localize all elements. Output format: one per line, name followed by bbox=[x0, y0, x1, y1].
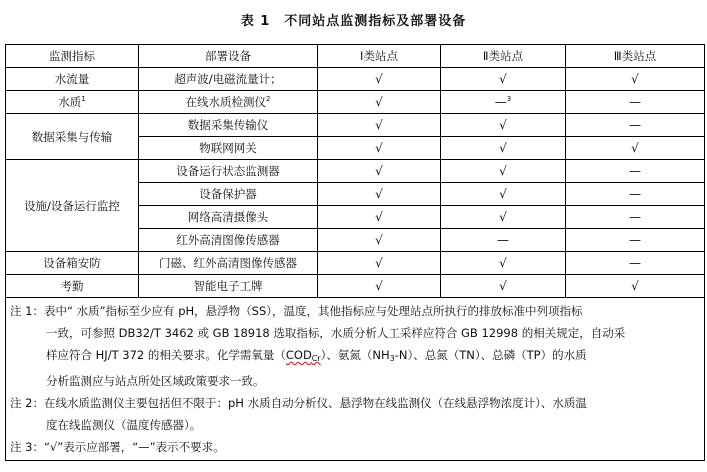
device-cell: 设备保护器 bbox=[139, 183, 318, 206]
table-row bbox=[6, 68, 705, 91]
class1-mark: √ bbox=[318, 91, 441, 114]
cod-label: COD bbox=[285, 348, 312, 362]
class3-mark: √ bbox=[566, 68, 705, 91]
table-row bbox=[6, 114, 705, 137]
header-cell: Ⅰ类站点 bbox=[318, 45, 441, 68]
header-cell: Ⅲ类站点 bbox=[566, 45, 705, 68]
class2-mark: √ bbox=[441, 160, 566, 183]
table-row bbox=[6, 252, 705, 275]
note-1 bbox=[10, 300, 698, 392]
class1-mark: √ bbox=[318, 275, 441, 298]
note-prefix: 注 1： bbox=[10, 304, 44, 318]
class2-mark: √ bbox=[441, 206, 566, 229]
class2-mark: √ bbox=[441, 183, 566, 206]
note-text: “√”表示应部署，“—”表示不要求。 bbox=[43, 440, 225, 454]
class3-mark: — bbox=[566, 91, 705, 114]
class2-mark: √ bbox=[441, 114, 566, 137]
cod-subscript: Cr bbox=[311, 354, 321, 363]
note-text: -N）、总氮（TN）、总磷（TP）的水质 bbox=[394, 348, 587, 362]
category-text: 水质 bbox=[58, 95, 82, 109]
category-cell: 设施/设备运行监控 bbox=[6, 160, 139, 252]
cod-text bbox=[286, 348, 321, 362]
class3-mark: √ bbox=[566, 275, 705, 298]
class1-mark: √ bbox=[318, 114, 441, 137]
header-row bbox=[6, 45, 705, 68]
device-cell: 门磁、红外高清图像传感器 bbox=[139, 252, 318, 275]
table-row bbox=[6, 160, 705, 183]
nh-subscript: 3 bbox=[389, 354, 395, 363]
deployment-table bbox=[5, 44, 705, 461]
class3-mark: — bbox=[566, 114, 705, 137]
table-title: 表 1 不同站点监测指标及部署设备 bbox=[240, 14, 467, 29]
category-cell: 数据采集与传输 bbox=[6, 114, 139, 160]
note-text: 度在线监测仪（温度传感器）。 bbox=[46, 418, 202, 432]
device-cell: 物联网网关 bbox=[139, 137, 318, 160]
notes-cell bbox=[6, 298, 705, 461]
note-text: 一致，可参照 DB32/T 3462 或 GB 18918 选取指标，水质分析人工采样应符合 GB 12998 的相关规定，自动采 bbox=[46, 326, 626, 340]
class2-mark: √ bbox=[441, 137, 566, 160]
header-cell: 部署设备 bbox=[139, 45, 318, 68]
note-text: 在线水质监测仪主要包括但不限于：pH 水质自动分析仪、悬浮物在线监测仪（在线悬浮物浓度计）、水质温 bbox=[43, 396, 587, 410]
class1-mark: √ bbox=[318, 183, 441, 206]
class2-mark: √ bbox=[441, 252, 566, 275]
note-line bbox=[10, 344, 698, 370]
device-cell bbox=[139, 91, 318, 114]
device-cell: 智能电子工牌 bbox=[139, 275, 318, 298]
footnote-ref: 2 bbox=[266, 95, 271, 103]
device-cell: 网络高清摄像头 bbox=[139, 206, 318, 229]
category-cell: 水流量 bbox=[6, 68, 139, 91]
device-cell: 红外高清图像传感器 bbox=[139, 229, 318, 252]
note-text: ）、氨氮（NH bbox=[320, 348, 390, 362]
category-cell: 考勤 bbox=[6, 275, 139, 298]
device-cell: 设备运行状态监测器 bbox=[139, 160, 318, 183]
footnote-ref: 1 bbox=[81, 95, 86, 103]
class3-mark: — bbox=[566, 183, 705, 206]
class2-mark: — bbox=[441, 229, 566, 252]
category-cell bbox=[6, 91, 139, 114]
header-cell: 监测指标 bbox=[6, 45, 139, 68]
table-row bbox=[6, 91, 705, 114]
class2-mark: √ bbox=[441, 275, 566, 298]
note-text: 表中“ 水质”指标至少应有 pH，悬浮物（SS），温度，其他指标应与处理站点所执行的排放标准中列项指标 bbox=[43, 304, 583, 318]
class2-mark: √ bbox=[441, 68, 566, 91]
class3-mark: √ bbox=[566, 137, 705, 160]
notes-row bbox=[6, 298, 705, 461]
class2-mark bbox=[441, 91, 566, 114]
device-cell: 数据采集传输仪 bbox=[139, 114, 318, 137]
note-prefix: 注 3： bbox=[10, 440, 44, 454]
class1-mark: √ bbox=[318, 229, 441, 252]
mark-text: — bbox=[494, 95, 507, 109]
note-3 bbox=[10, 436, 698, 458]
device-text: 在线水质检测仪 bbox=[185, 95, 267, 109]
class3-mark: — bbox=[566, 252, 705, 275]
device-cell: 超声波/电磁流量计； bbox=[139, 68, 318, 91]
class3-mark: — bbox=[566, 229, 705, 252]
note-text: 样应符合 HJ/T 372 的相关要求。化学需氧量（ bbox=[46, 348, 286, 362]
footnote-ref: 3 bbox=[506, 95, 512, 103]
note-text: 分析监测应与站点所处区域政策要求一致。 bbox=[46, 374, 265, 388]
class3-mark: — bbox=[566, 206, 705, 229]
category-cell: 设备箱安防 bbox=[6, 252, 139, 275]
class1-mark: √ bbox=[318, 137, 441, 160]
class3-mark: — bbox=[566, 160, 705, 183]
class1-mark: √ bbox=[318, 68, 441, 91]
note-2 bbox=[10, 392, 698, 436]
class1-mark: √ bbox=[318, 252, 441, 275]
table-row bbox=[6, 275, 705, 298]
class1-mark: √ bbox=[318, 206, 441, 229]
class1-mark: √ bbox=[318, 160, 441, 183]
note-prefix: 注 2： bbox=[10, 396, 44, 410]
header-cell: Ⅱ类站点 bbox=[441, 45, 566, 68]
